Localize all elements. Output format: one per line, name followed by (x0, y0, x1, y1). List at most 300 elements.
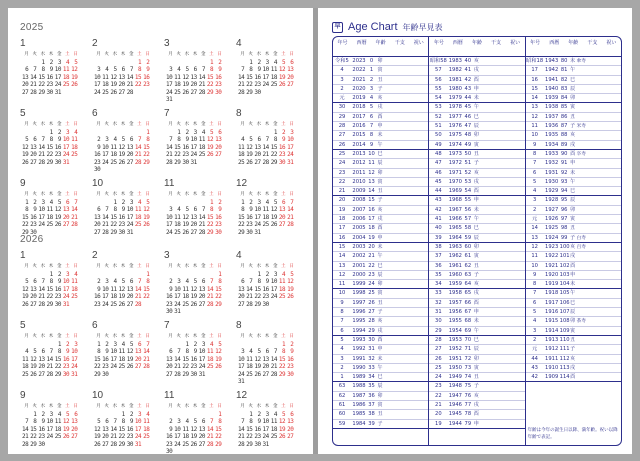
day-cell (125, 371, 133, 379)
weekday-label: 木 (120, 52, 125, 57)
day-cell (20, 271, 28, 279)
zodiac: 子 (377, 309, 383, 316)
day-cell: 15 (143, 285, 150, 293)
era-year: 27 (338, 132, 346, 139)
age: 44 (464, 95, 472, 102)
day-cell: 4 (113, 136, 117, 143)
day-cell: 7 (41, 278, 45, 285)
zodiac: 寅 (377, 401, 383, 408)
day-cell: 18 (174, 81, 181, 88)
day-cell: 1 (273, 128, 277, 136)
day-cell: 6 (41, 348, 45, 355)
day-cell: 19 (190, 433, 197, 440)
week-row (164, 89, 226, 97)
day-cell: 27 (165, 370, 173, 378)
week-row (164, 74, 226, 82)
day-cell: 21 (237, 433, 245, 440)
celebration (480, 206, 524, 214)
day-cell: 9 (57, 136, 61, 143)
weekday-label: 金 (128, 264, 133, 269)
age-chart-row (429, 85, 524, 94)
zodiac: 子 (473, 160, 479, 167)
age: 27 (368, 309, 375, 316)
day-cell (197, 271, 205, 279)
day-cell: 7 (33, 66, 37, 73)
weekday-label: 月 (168, 334, 173, 339)
day-cell: 8 (121, 418, 125, 425)
day-cell (197, 448, 205, 456)
week-row (236, 159, 298, 167)
age: 73 (464, 364, 472, 371)
celebration (384, 122, 428, 130)
weekday-label: 水 (112, 404, 117, 409)
age: 101 (559, 253, 570, 260)
day-cell: 28 (21, 440, 29, 448)
day-cell: 1 (25, 198, 29, 206)
era-year: 元 (339, 95, 345, 102)
era-year: 11 (531, 123, 538, 130)
day-cell: 19 (118, 293, 125, 300)
week-row (236, 433, 298, 441)
week-row (236, 293, 298, 301)
day-cell: 16 (287, 355, 294, 363)
era-year: 3 (340, 355, 344, 362)
day-cell (269, 89, 277, 97)
week-row (164, 341, 226, 349)
day-cell: 5 (129, 340, 133, 348)
zodiac: 申 (377, 123, 383, 130)
weekday-label: 月 (240, 52, 245, 57)
day-cell: 4 (105, 66, 109, 73)
celebration (577, 299, 621, 307)
day-cell (277, 229, 285, 237)
day-cell: 12 (93, 425, 101, 433)
day-cell: 4 (273, 410, 277, 418)
zodiac: 丑 (570, 225, 576, 232)
day-cell: 6 (25, 66, 29, 73)
week-row (164, 356, 226, 364)
day-cell: 14 (237, 73, 245, 81)
weekday-label: 水 (256, 334, 261, 339)
zodiac: 丑 (377, 76, 383, 83)
day-cell: 18 (262, 213, 269, 221)
day-cell (285, 441, 293, 449)
day-cell: 30 (246, 228, 253, 236)
celebration (577, 196, 621, 204)
week-row (92, 151, 154, 159)
weekday-label: 火 (32, 122, 37, 127)
age: 16 (368, 206, 375, 213)
day-cell (236, 129, 244, 137)
ad-year: 1967 (448, 206, 462, 213)
age: 89 (560, 141, 568, 148)
celebration (480, 196, 524, 204)
age-chart-row (526, 150, 621, 159)
day-cell: 16 (38, 425, 45, 433)
day-cell: 12 (110, 73, 117, 81)
month-block (92, 108, 154, 174)
zodiac: 酉 (570, 374, 576, 381)
day-cell: 25 (198, 151, 205, 158)
age: 21 (368, 253, 375, 260)
day-cell: 12 (71, 66, 78, 73)
week-row (236, 371, 298, 379)
era-year: 12 (531, 113, 538, 120)
day-cell: 9 (282, 136, 286, 143)
day-cell: 1 (218, 410, 222, 418)
week-row (236, 129, 298, 137)
day-cell: 15 (46, 143, 53, 151)
age-chart-row (333, 206, 428, 215)
day-cell: 21 (38, 293, 45, 300)
week-row (164, 278, 226, 286)
day-cell: 8 (49, 136, 53, 143)
week-row (92, 363, 154, 371)
age: 34 (368, 374, 375, 381)
day-cell: 28 (71, 221, 78, 228)
weekday-label: 月 (96, 334, 101, 339)
day-cell: 16 (93, 293, 101, 300)
age: 3 (369, 85, 374, 92)
day-cell: 13 (71, 418, 78, 425)
age-chart-row (526, 280, 621, 289)
day-cell: 13 (126, 285, 133, 293)
header-3: 年齢 (568, 40, 579, 46)
age-chart-row (526, 159, 621, 168)
day-cell (164, 129, 172, 137)
day-cell: 9 (169, 285, 173, 293)
age: 0 (369, 58, 374, 64)
day-cell: 23 (38, 433, 45, 440)
day-cell: 20 (287, 425, 294, 433)
week-row (92, 221, 154, 229)
age: 37 (368, 401, 375, 408)
zodiac: 戌 (570, 141, 576, 148)
day-cell: 15 (278, 355, 286, 363)
day-cell: 23 (118, 221, 125, 228)
day-cell: 31 (190, 158, 197, 166)
day-cell: 1 (57, 340, 61, 348)
day-cell (108, 129, 116, 137)
week-row (164, 159, 226, 167)
day-cell: 10 (237, 355, 245, 363)
age-chart-row (333, 57, 428, 66)
age-chart-row (429, 336, 524, 345)
age-chart-row (526, 234, 621, 243)
day-cell: 7 (290, 198, 294, 206)
ad-year: 1952 (448, 346, 462, 353)
day-cell (125, 129, 133, 137)
day-cell: 25 (102, 88, 109, 96)
celebration (577, 178, 621, 186)
zodiac: 辰 (473, 346, 479, 353)
day-cell: 29 (54, 370, 61, 378)
day-cell: 17 (174, 433, 181, 440)
day-cell: 8 (218, 418, 222, 425)
day-cell: 29 (21, 228, 29, 236)
month-block (92, 320, 154, 378)
zodiac: 辰 (377, 271, 383, 278)
day-cell (117, 129, 125, 137)
day-cell: 2 (66, 340, 70, 348)
day-cell (28, 271, 36, 279)
ad-year: 1993 (352, 336, 366, 343)
age: 56 (464, 206, 472, 213)
era-year: 5 (533, 178, 537, 185)
day-cell: 15 (143, 143, 150, 151)
ad-year: 1991 (352, 355, 366, 362)
weekday-label: 火 (248, 192, 253, 197)
era-year: 13 (531, 234, 538, 241)
day-cell: 9 (193, 348, 197, 355)
day-cell: 20 (30, 293, 37, 300)
era-year: 59 (338, 420, 346, 427)
day-cell: 11 (270, 66, 277, 73)
era-year: 14 (338, 253, 346, 260)
week-row (164, 418, 226, 426)
day-cell (269, 378, 277, 386)
ad-year: 1959 (448, 281, 462, 288)
month-number: 6 (92, 108, 98, 119)
era-year: 25 (338, 150, 346, 157)
ad-year: 1963 (448, 243, 462, 250)
age-chart-row (526, 364, 621, 373)
era-year: 19 (435, 420, 442, 427)
weekday-label: 日 (73, 334, 78, 339)
day-cell: 22 (54, 363, 61, 370)
zodiac: 午 (570, 67, 576, 74)
day-cell: 9 (97, 285, 101, 293)
ad-year: 1976 (448, 123, 462, 130)
celebration (384, 234, 428, 242)
ad-year: 1930 (545, 178, 559, 185)
era-year: 31 (435, 309, 442, 316)
day-cell: 14 (246, 285, 253, 293)
day-cell: 17 (262, 425, 269, 433)
day-cell: 26 (270, 221, 277, 228)
week-row (164, 301, 226, 309)
weekday-label: 日 (145, 52, 150, 57)
day-cell: 27 (30, 300, 37, 308)
era-year: 29 (435, 327, 442, 334)
age-chart-table (332, 36, 622, 446)
header-5: 祝い (510, 40, 521, 46)
zodiac: 辰 (570, 197, 576, 204)
ad-year: 1914 (545, 327, 559, 334)
zodiac: 亥 (377, 206, 383, 213)
day-cell: 7 (49, 348, 53, 355)
era-year: 15 (531, 85, 538, 92)
day-cell: 5 (146, 198, 150, 206)
era-year: 44 (435, 188, 442, 195)
day-cell: 6 (97, 206, 101, 213)
day-cell: 22 (30, 433, 37, 440)
day-cell (244, 271, 252, 279)
day-cell: 21 (198, 221, 205, 228)
day-cell: 2 (282, 128, 286, 136)
weekday-label: 木 (264, 264, 269, 269)
day-cell: 2 (169, 418, 173, 425)
day-cell: 19 (30, 363, 37, 370)
weekday-label: 日 (289, 52, 294, 57)
day-cell: 22 (134, 81, 142, 88)
age: 111 (559, 346, 570, 353)
weekday-label: 金 (200, 192, 205, 197)
zodiac: 巳 (570, 299, 576, 306)
age-chart-row (526, 187, 621, 196)
ad-year: 2012 (352, 160, 366, 167)
day-cell: 10 (38, 206, 45, 213)
day-cell: 11 (270, 418, 277, 425)
day-cell: 3 (169, 66, 173, 73)
day-cell: 1 (282, 340, 286, 348)
age: 90 (560, 150, 568, 157)
age: 22 (368, 262, 375, 269)
day-cell: 27 (198, 300, 205, 308)
header-3: 年齢 (471, 40, 482, 46)
weekday-label: 日 (73, 192, 78, 197)
day-cell: 23 (93, 300, 101, 308)
day-cell (117, 166, 125, 174)
day-cell: 23 (102, 363, 109, 370)
day-cell (92, 411, 100, 419)
age: 78 (464, 411, 472, 418)
day-cell: 15 (174, 143, 181, 151)
ad-year: 1929 (545, 188, 559, 195)
weekday-label: 月 (168, 192, 173, 197)
weekday-label: 木 (192, 192, 197, 197)
day-cell: 24 (198, 363, 205, 370)
day-cell: 15 (134, 73, 142, 81)
day-cell: 1 (218, 270, 222, 278)
age-chart-column (526, 37, 621, 445)
day-cell: 22 (237, 221, 245, 228)
zodiac: 巳 (377, 150, 383, 157)
era-year: 20 (338, 197, 346, 204)
ad-year: 2019 (352, 95, 366, 102)
day-cell: 14 (237, 425, 245, 433)
day-cell: 11 (174, 73, 181, 81)
week-row (164, 229, 226, 237)
week-row (92, 278, 154, 286)
day-cell: 17 (190, 143, 197, 151)
age-chart-row (333, 159, 428, 168)
day-cell: 15 (93, 355, 101, 363)
day-cell: 2 (105, 340, 109, 348)
week-row (20, 59, 82, 67)
day-cell (236, 59, 244, 67)
age-chart-header (526, 37, 621, 57)
day-cell (244, 378, 252, 386)
day-cell: 27 (21, 88, 29, 96)
day-cell: 14 (21, 425, 29, 433)
ad-year: 1937 (545, 113, 559, 120)
celebration (480, 373, 524, 381)
day-cell: 20 (102, 433, 109, 440)
zodiac: 亥 (570, 355, 576, 362)
day-cell (100, 199, 108, 207)
day-cell: 4 (241, 136, 245, 143)
zodiac: 午 (377, 253, 383, 260)
day-cell: 18 (237, 151, 245, 158)
day-cell: 7 (249, 278, 253, 285)
age: 81 (560, 67, 568, 74)
day-cell: 31 (237, 378, 245, 385)
month-number: 5 (20, 320, 26, 331)
day-cell (164, 411, 172, 419)
month-number: 6 (92, 320, 98, 331)
day-cell: 8 (257, 278, 261, 285)
age-chart-header (333, 37, 428, 57)
day-cell (213, 308, 221, 316)
header-5: 祝い (413, 40, 424, 46)
age-chart-row (526, 103, 621, 112)
weekday-label: 日 (217, 192, 222, 197)
day-cell: 15 (30, 425, 37, 433)
ad-year: 1917 (545, 299, 559, 306)
day-cell: 15 (215, 425, 222, 433)
day-cell (28, 129, 36, 137)
age-chart-row (429, 308, 524, 317)
zodiac: 卯 (570, 206, 576, 213)
day-cell: 16 (54, 143, 61, 151)
day-cell: 29 (254, 300, 261, 308)
day-cell: 19 (215, 355, 222, 363)
day-cell (213, 96, 221, 104)
day-cell: 13 (30, 285, 37, 293)
age: 59 (464, 234, 472, 241)
weekday-label: 木 (120, 192, 125, 197)
age-chart-row (429, 382, 524, 391)
zodiac: 巳 (377, 374, 383, 381)
day-cell: 2 (146, 58, 150, 66)
age: 68 (464, 318, 472, 325)
ad-year: 2023 (352, 58, 366, 64)
age-chart-row (333, 141, 428, 150)
day-cell: 12 (287, 278, 294, 285)
weekday-label: 土 (209, 404, 214, 409)
weekday-label: 土 (65, 192, 70, 197)
week-row (164, 206, 226, 214)
age-chart-row (429, 364, 524, 373)
celebration (384, 280, 428, 288)
day-cell: 5 (57, 198, 61, 206)
age-chart-row (526, 169, 621, 178)
day-cell: 18 (143, 425, 150, 433)
era-year: 43 (435, 197, 442, 204)
day-cell: 10 (102, 143, 109, 151)
celebration (384, 317, 428, 325)
day-cell: 25 (182, 440, 189, 448)
day-cell: 17 (270, 285, 277, 293)
age-chart-row (333, 178, 428, 187)
weekday-label: 木 (264, 404, 269, 409)
day-cell (36, 271, 44, 279)
day-cell: 4 (138, 198, 142, 206)
day-cell: 14 (270, 355, 277, 363)
age-chart-row (333, 94, 428, 103)
age-chart-row (333, 308, 428, 317)
weekday-label: 水 (40, 192, 45, 197)
day-cell: 4 (25, 348, 29, 355)
header-2: 西暦 (549, 40, 560, 46)
day-cell: 8 (218, 278, 222, 285)
celebration (384, 57, 428, 65)
day-cell: 24 (270, 293, 277, 300)
age: 10 (368, 150, 375, 157)
day-cell (189, 448, 197, 456)
day-cell: 8 (177, 136, 181, 143)
